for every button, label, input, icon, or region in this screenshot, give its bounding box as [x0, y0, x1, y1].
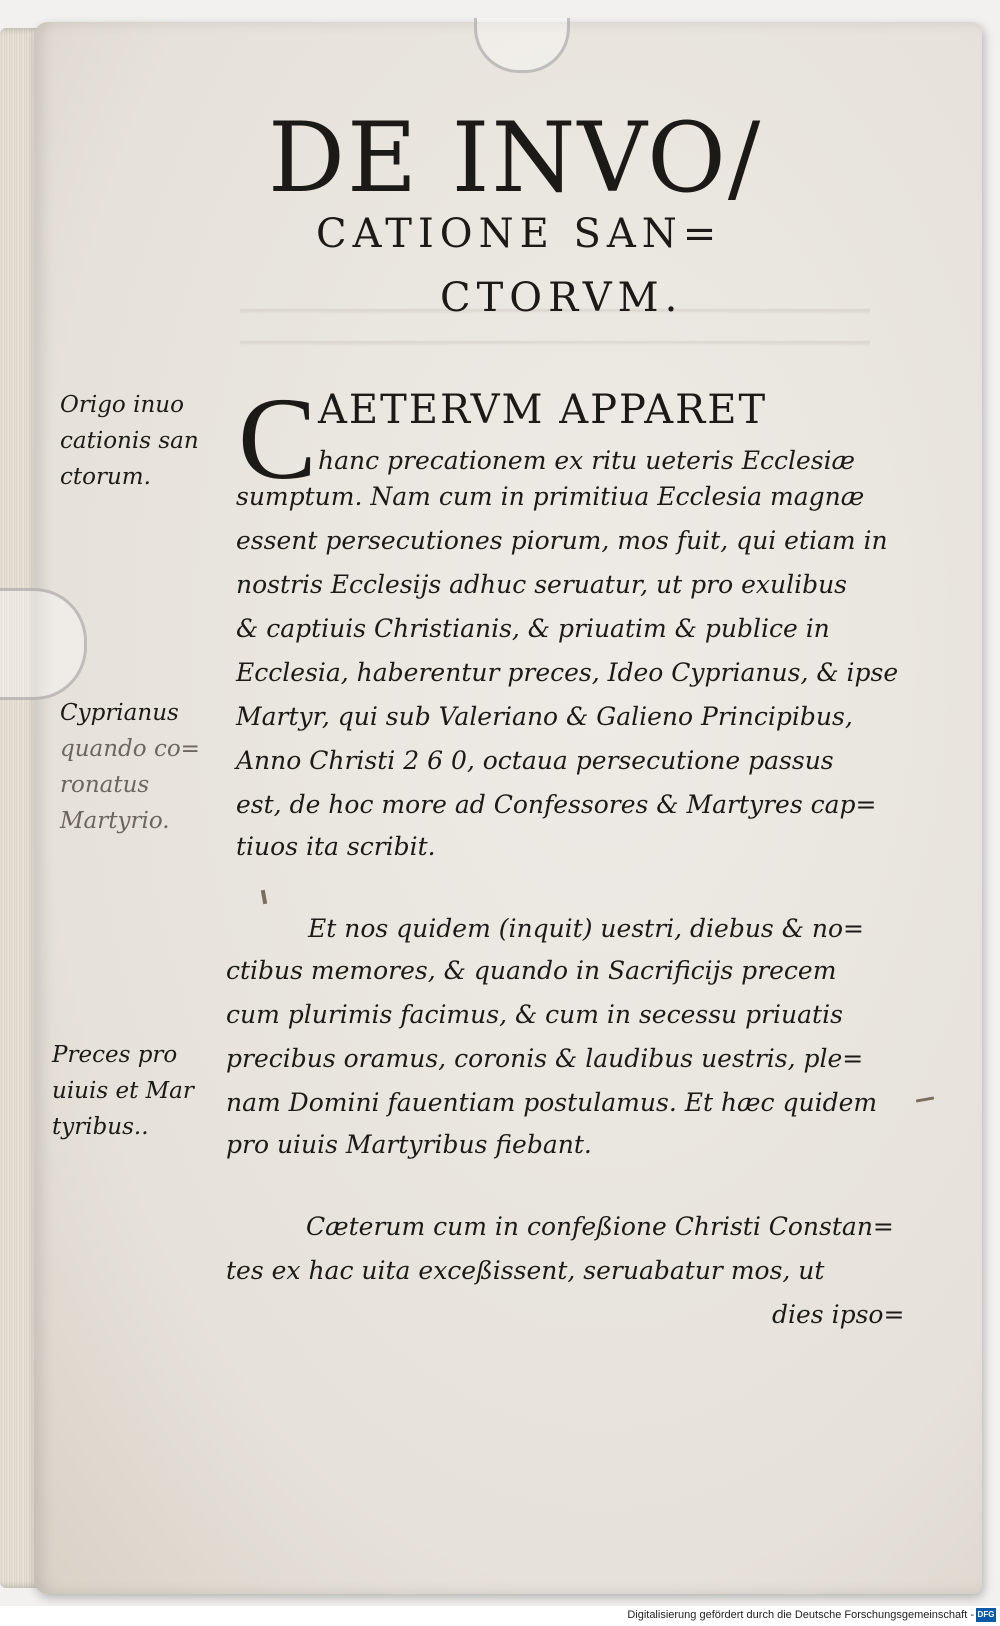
margin-note: Cyprianus — [60, 700, 179, 726]
margin-note: tyribus.. — [52, 1114, 149, 1140]
body-line: essent persecutiones piorum, mos fuit, qui etiam in — [236, 526, 888, 555]
body-line: nam Domini fauentiam postulamus. Et hæc quidem — [226, 1088, 878, 1117]
margin-note: quando co= — [60, 736, 200, 762]
body-line: precibus oramus, coronis & laudibus uestris, ple= — [226, 1044, 864, 1073]
title-line-1: DE INVO/ — [268, 102, 763, 214]
body-line: pro uiuis Martyribus fiebant. — [226, 1130, 592, 1159]
footer-credit: Digitalisierung gefördert durch die Deutsche Forschungsgemeinschaft - — [627, 1609, 974, 1621]
margin-note: cationis san — [60, 428, 199, 454]
body-line: Ecclesia, haberentur preces, Ideo Cyprianus, & ipse — [236, 658, 899, 687]
margin-note: uiuis et Mar — [52, 1078, 194, 1104]
catchword: dies ipso= — [772, 1300, 905, 1329]
title-line-3: CTORVM. — [440, 275, 684, 321]
body-line: sumptum. Nam cum in primitiua Ecclesia magnæ — [236, 482, 865, 511]
body-line: Cæterum cum in confeßione Christi Constan= — [306, 1212, 894, 1241]
dfg-logo: DFG — [976, 1608, 996, 1622]
body-line: Et nos quidem (inquit) uestri, diebus & no= — [308, 914, 865, 943]
body-line: tiuos ita scribit. — [236, 832, 436, 861]
margin-note: ronatus — [60, 772, 150, 798]
body-line: & captiuis Christianis, & priuatim & publice in — [236, 614, 830, 643]
body-line: nostris Ecclesijs adhuc seruatur, ut pro exulibus — [236, 570, 847, 599]
drop-cap: C — [238, 373, 317, 504]
margin-note: Preces pro — [52, 1042, 178, 1068]
margin-note: Origo inuo — [60, 392, 184, 418]
body-line: ctibus memores, & quando in Sacrificijs precem — [226, 956, 837, 985]
margin-note: ctorum. — [60, 464, 151, 490]
body-line: est, de hoc more ad Confessores & Martyres cap= — [236, 790, 877, 819]
body-line: tes ex hac uita exceßissent, seruabatur mos, ut — [226, 1256, 825, 1285]
body-line: Martyr, qui sub Valeriano & Galieno Principibus, — [236, 702, 853, 731]
title-line-2: CATIONE SAN= — [316, 211, 723, 257]
body-line: Anno Christi 2 6 0, octaua persecutione passus — [236, 746, 834, 775]
body-line: cum plurimis facimus, & cum in secessu priuatis — [226, 1000, 843, 1029]
body-line: hanc precationem ex ritu ueteris Ecclesiæ — [318, 446, 856, 475]
margin-note: Martyrio. — [60, 808, 170, 834]
opening-line: AETERVM APPARET — [318, 387, 768, 433]
